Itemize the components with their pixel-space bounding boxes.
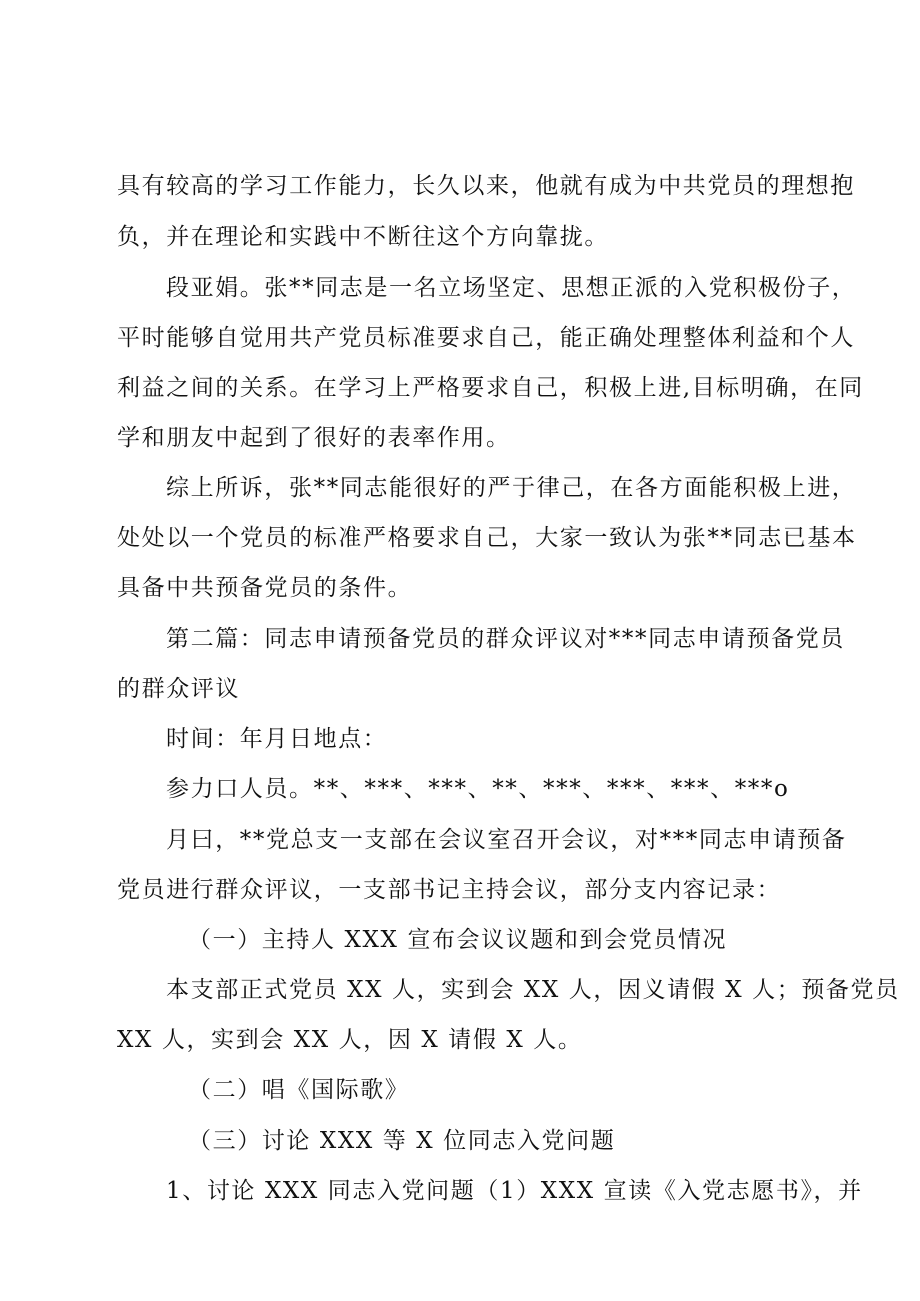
section-heading: 第二篇：同志申请预备党员的群众评议对***同志申请预备党员: [166, 626, 845, 652]
meeting-attendees: 参力口人员。**、***、***、**、***、***、***、***o: [166, 776, 790, 802]
discussion-item: 1、讨论 XXX 同志入党问题（1）XXX 宣读《入党志愿书》，并: [166, 1178, 863, 1204]
text-line: XX 人，实到会 XX 人，因 X 请假 X 人。: [117, 1027, 583, 1053]
agenda-item-3: （三）讨论 XXX 等 X 位同志入党问题: [188, 1128, 616, 1154]
text-line: 处处以一个党员的标准严格要求自己，大家一致认为张**同志已基本: [117, 525, 857, 551]
text-line: 利益之间的关系。在学习上严格要求自己，积极上进,目标明确，在同: [117, 375, 864, 401]
agenda-item-2: （二）唱《国际歌》: [188, 1077, 410, 1103]
section-heading-continued: 的群众评议: [117, 676, 240, 702]
text-line: 负，并在理论和实践中不断往这个方向靠拢。: [117, 224, 609, 250]
text-line: 党员进行群众评议，一支部书记主持会议，部分支内容记录：: [117, 877, 782, 903]
paragraph-first-line: 综上所诉，张**同志能很好的严于律己，在各方面能积极上进，: [166, 475, 857, 501]
meeting-time-location: 时间：年月日地点：: [166, 726, 388, 752]
paragraph-first-line: 本支部正式党员 XX 人，实到会 XX 人，因义请假 X 人；预备党员: [166, 977, 900, 1003]
text-line: 平时能够自觉用共产党员标准要求自己，能正确处理整体利益和个人: [117, 325, 855, 351]
agenda-item-1: （一）主持人 XXX 宣布会议议题和到会党员情况: [188, 927, 728, 953]
text-line: 具有较高的学习工作能力，长久以来，他就有成为中共党员的理想抱: [117, 173, 855, 199]
paragraph-first-line: 月曰，**党总支一支部在会议室召开会议，对***同志申请预备: [166, 827, 847, 853]
text-line: 学和朋友中起到了很好的表率作用。: [117, 425, 511, 451]
text-line: 具备中共预备党员的条件。: [117, 575, 413, 601]
paragraph-first-line: 段亚娟。张**同志是一名立场坚定、思想正派的入党积极份子，: [166, 275, 857, 301]
